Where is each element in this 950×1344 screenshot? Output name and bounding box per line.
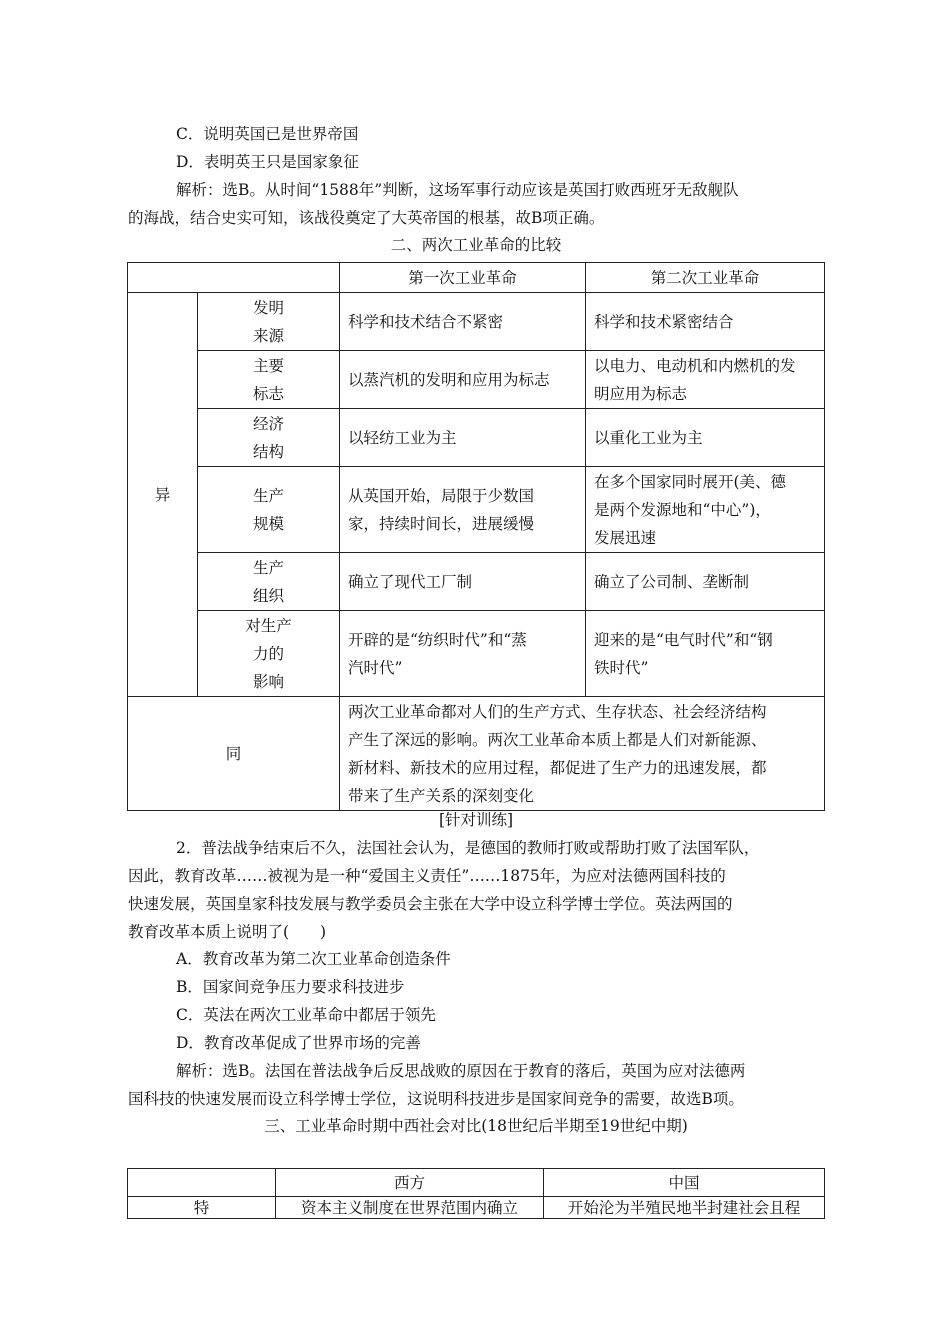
q2-option-b: B．国家间竞争压力要求科技进步 xyxy=(176,978,405,996)
q2-stem-line2: 因此，教育改革……被视为是一种“爱国主义责任”……1875年，为应对法德两国科技的 xyxy=(128,867,726,885)
header-west: 西方 xyxy=(276,1169,544,1197)
table-row xyxy=(128,351,825,409)
q2-analysis-line1: 解析：选B。法国在普法战争后反思战败的原因在于教育的落后，英国为应对法德两 xyxy=(176,1062,746,1080)
china-cell: 开始沦为半殖民地半封建社会且程 xyxy=(544,1197,825,1219)
q2-stem-line3: 快速发展，英国皇家科技发展与教学委员会主张在大学中设立科学博士学位。英法两国的 xyxy=(128,895,733,913)
aspect-cell: 经济 结构 xyxy=(198,409,340,467)
table-row xyxy=(128,1197,825,1219)
table-row-same xyxy=(128,697,825,811)
first-cell: 科学和技术结合不紧密 xyxy=(340,293,586,351)
industrial-revolution-comparison-table xyxy=(127,262,825,811)
aspect-cell: 生产 规模 xyxy=(198,467,340,553)
table-row xyxy=(128,553,825,611)
table-row xyxy=(128,611,825,697)
first-cell: 确立了现代工厂制 xyxy=(340,553,586,611)
q2-option-c: C．英法在两次工业革命中都居于领先 xyxy=(176,1006,436,1024)
q2-stem-line4: 教育改革本质上说明了( ) xyxy=(128,923,327,941)
section3-title: 三、工业革命时期中西社会对比(18世纪后半期至19世纪中期) xyxy=(264,1117,688,1135)
table-header-row xyxy=(128,263,825,293)
first-cell: 从英国开始，局限于少数国 家，持续时间长，进展缓慢 xyxy=(340,467,586,553)
header-china: 中国 xyxy=(544,1169,825,1197)
header-first-revolution: 第一次工业革命 xyxy=(340,263,586,293)
second-cell: 在多个国家同时展开(美、德 是两个发源地和“中心”)， 发展迅速 xyxy=(586,467,825,553)
aspect-cell: 发明 来源 xyxy=(198,293,340,351)
second-cell: 以电力、电动机和内燃机的发 明应用为标志 xyxy=(586,351,825,409)
table-row xyxy=(128,409,825,467)
second-cell: 以重化工业为主 xyxy=(586,409,825,467)
diff-label: 异 xyxy=(128,293,198,697)
header-empty-cell xyxy=(128,1169,276,1197)
header-empty-cell xyxy=(128,263,340,293)
q2-option-a: A．教育改革为第二次工业革命创造条件 xyxy=(176,950,451,968)
q1-option-c: C．说明英国已是世界帝国 xyxy=(176,125,359,143)
q1-analysis-line1: 解析：选B。从时间“1588年”判断，这场军事行动应该是英国打败西班牙无敌舰队 xyxy=(176,181,739,199)
aspect-cell: 生产 组织 xyxy=(198,553,340,611)
first-cell: 以轻纺工业为主 xyxy=(340,409,586,467)
table-row xyxy=(128,467,825,553)
first-cell: 开辟的是“纺织时代”和“蒸 汽时代” xyxy=(340,611,586,697)
same-text-cell: 两次工业革命都对人们的生产方式、生存状态、社会经济结构 产生了深远的影响。两次工业革命本质上都是人们对新能源、 新材料、新技术的应用过程，都促进了生产力的迅速发展，都 带来了生产关系的深刻变化 xyxy=(340,697,825,811)
q2-analysis-line2: 国科技的快速发展而设立科学博士学位，这说明科技进步是国家间竞争的需要，故选B项。 xyxy=(128,1090,744,1108)
section2-title: 二、两次工业革命的比较 xyxy=(390,236,562,254)
training-label: [针对训练] xyxy=(438,811,514,829)
aspect-cell: 主要 标志 xyxy=(198,351,340,409)
q1-analysis-line2: 的海战，结合史实可知，该战役奠定了大英帝国的根基，故B项正确。 xyxy=(128,209,605,227)
q2-option-d: D．教育改革促成了世界市场的完善 xyxy=(176,1034,421,1052)
west-cell: 资本主义制度在世界范围内确立 xyxy=(276,1197,544,1219)
q1-option-d: D．表明英王只是国家象征 xyxy=(176,153,359,171)
second-cell: 科学和技术紧密结合 xyxy=(586,293,825,351)
row-label: 特 xyxy=(128,1197,276,1219)
table-row xyxy=(128,293,825,351)
first-cell: 以蒸汽机的发明和应用为标志 xyxy=(340,351,586,409)
aspect-cell: 对生产 力的 影响 xyxy=(198,611,340,697)
table-header-row xyxy=(128,1169,825,1197)
q2-stem-line1: 2．普法战争结束后不久，法国社会认为，是德国的教师打败或帮助打败了法国军队， xyxy=(176,839,760,857)
same-label: 同 xyxy=(128,697,340,811)
header-second-revolution: 第二次工业革命 xyxy=(586,263,825,293)
east-west-comparison-table xyxy=(127,1168,825,1219)
second-cell: 确立了公司制、垄断制 xyxy=(586,553,825,611)
second-cell: 迎来的是“电气时代”和“钢 铁时代” xyxy=(586,611,825,697)
